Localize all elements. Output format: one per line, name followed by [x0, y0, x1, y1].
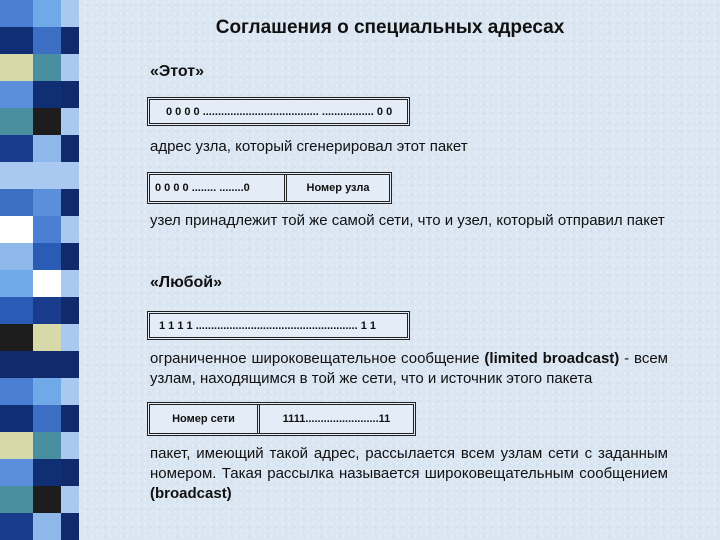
address-box-limited-broadcast — [147, 311, 410, 340]
slide-title: Соглашения о специальных адресах — [215, 17, 565, 38]
address-box-left-text: 0 0 0 0 ........ ........0 — [155, 182, 250, 194]
description-this-host: адрес узла, который сгенерировал этот пакет — [150, 138, 468, 155]
description-limited-broadcast — [150, 349, 668, 389]
address-box-left-text: Номер сети — [172, 413, 235, 425]
text-fragment-bold: (limited broadcast) — [484, 350, 620, 367]
address-box-text: 0 0 0 0 ...................................... ................. 0 0 — [166, 105, 393, 118]
address-box-left-cell — [150, 405, 260, 433]
address-box-right-cell — [287, 175, 389, 201]
address-box-text: 1 1 1 1 ..................................................... 1 1 — [159, 319, 377, 332]
address-box-this-host — [147, 97, 410, 126]
address-box-right-text: 1111........................11 — [282, 413, 391, 425]
description-broadcast — [150, 444, 668, 504]
text-fragment: - всем узлам, находящимся в той же сети, что и источник этого пакета — [150, 350, 668, 387]
text-fragment-bold: (broadcast) — [150, 485, 232, 502]
heading-any: «Любой» — [150, 274, 222, 291]
text-fragment: ограниченное широковещательное сообщение — [150, 350, 485, 367]
address-box-right-cell — [260, 405, 413, 433]
address-box-left-cell — [150, 175, 287, 201]
heading-this: «Этот» — [150, 63, 205, 80]
text-fragment: пакет, имеющий такой адрес, рассылается всем узлам сети с заданным номером. Такая рассылка называется широковещательным сообщением — [150, 445, 668, 482]
address-box-network-broadcast — [147, 402, 416, 436]
description-host-number: узел принадлежит той же самой сети, что и узел, который отправил пакет — [150, 212, 665, 229]
address-box-right-text: Номер узла — [306, 182, 370, 194]
address-box-host-number — [147, 172, 392, 204]
